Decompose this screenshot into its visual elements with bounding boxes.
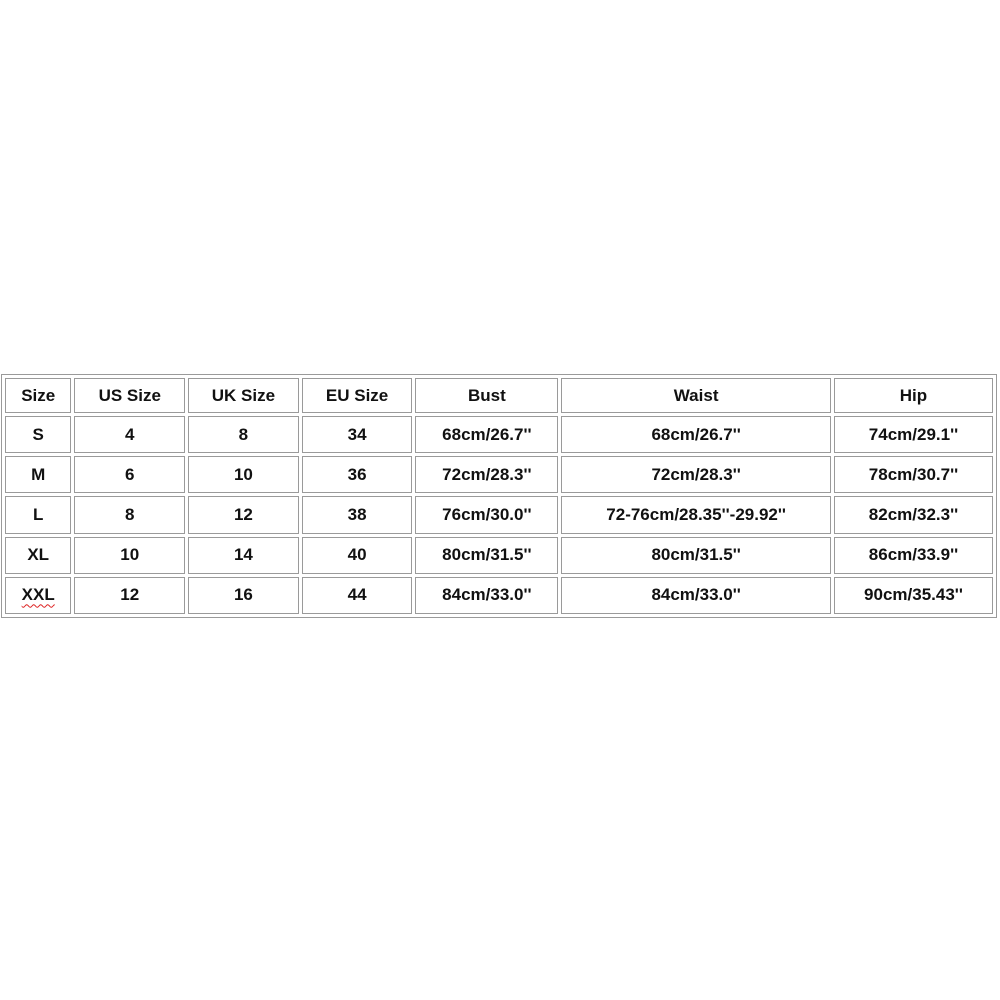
cell-waist: 84cm/33.0'' [561,577,831,614]
cell-size: XL [5,537,71,574]
cell-us-size: 10 [74,537,185,574]
header-waist: Waist [561,378,831,413]
cell-bust: 84cm/33.0'' [415,577,558,614]
header-bust: Bust [415,378,558,413]
cell-bust: 68cm/26.7'' [415,416,558,453]
cell-bust: 72cm/28.3'' [415,456,558,493]
cell-size: L [5,496,71,533]
size-chart-table [1,374,997,618]
header-hip: Hip [834,378,993,413]
table-row [5,577,993,614]
cell-hip: 86cm/33.9'' [834,537,993,574]
cell-bust: 76cm/30.0'' [415,496,558,533]
header-uk-size: UK Size [188,378,299,413]
cell-eu-size: 44 [302,577,413,614]
cell-us-size: 6 [74,456,185,493]
table-row [5,496,993,533]
cell-uk-size: 12 [188,496,299,533]
cell-size-text: XXL [21,585,55,605]
cell-hip: 90cm/35.43'' [834,577,993,614]
cell-waist: 80cm/31.5'' [561,537,831,574]
cell-hip: 78cm/30.7'' [834,456,993,493]
cell-us-size: 8 [74,496,185,533]
cell-hip: 82cm/32.3'' [834,496,993,533]
cell-size: M [5,456,71,493]
table-row [5,456,993,493]
cell-uk-size: 10 [188,456,299,493]
cell-bust: 80cm/31.5'' [415,537,558,574]
cell-eu-size: 38 [302,496,413,533]
cell-size: S [5,416,71,453]
cell-eu-size: 34 [302,416,413,453]
cell-uk-size: 16 [188,577,299,614]
cell-us-size: 12 [74,577,185,614]
cell-eu-size: 40 [302,537,413,574]
header-eu-size: EU Size [302,378,413,413]
cell-waist: 72-76cm/28.35''-29.92'' [561,496,831,533]
table-row [5,537,993,574]
cell-waist: 68cm/26.7'' [561,416,831,453]
header-row [5,378,993,413]
cell-eu-size: 36 [302,456,413,493]
cell-hip: 74cm/29.1'' [834,416,993,453]
header-size: Size [5,378,71,413]
cell-waist: 72cm/28.3'' [561,456,831,493]
cell-uk-size: 8 [188,416,299,453]
header-us-size: US Size [74,378,185,413]
cell-size [5,577,71,614]
table-row [5,416,993,453]
cell-uk-size: 14 [188,537,299,574]
cell-us-size: 4 [74,416,185,453]
